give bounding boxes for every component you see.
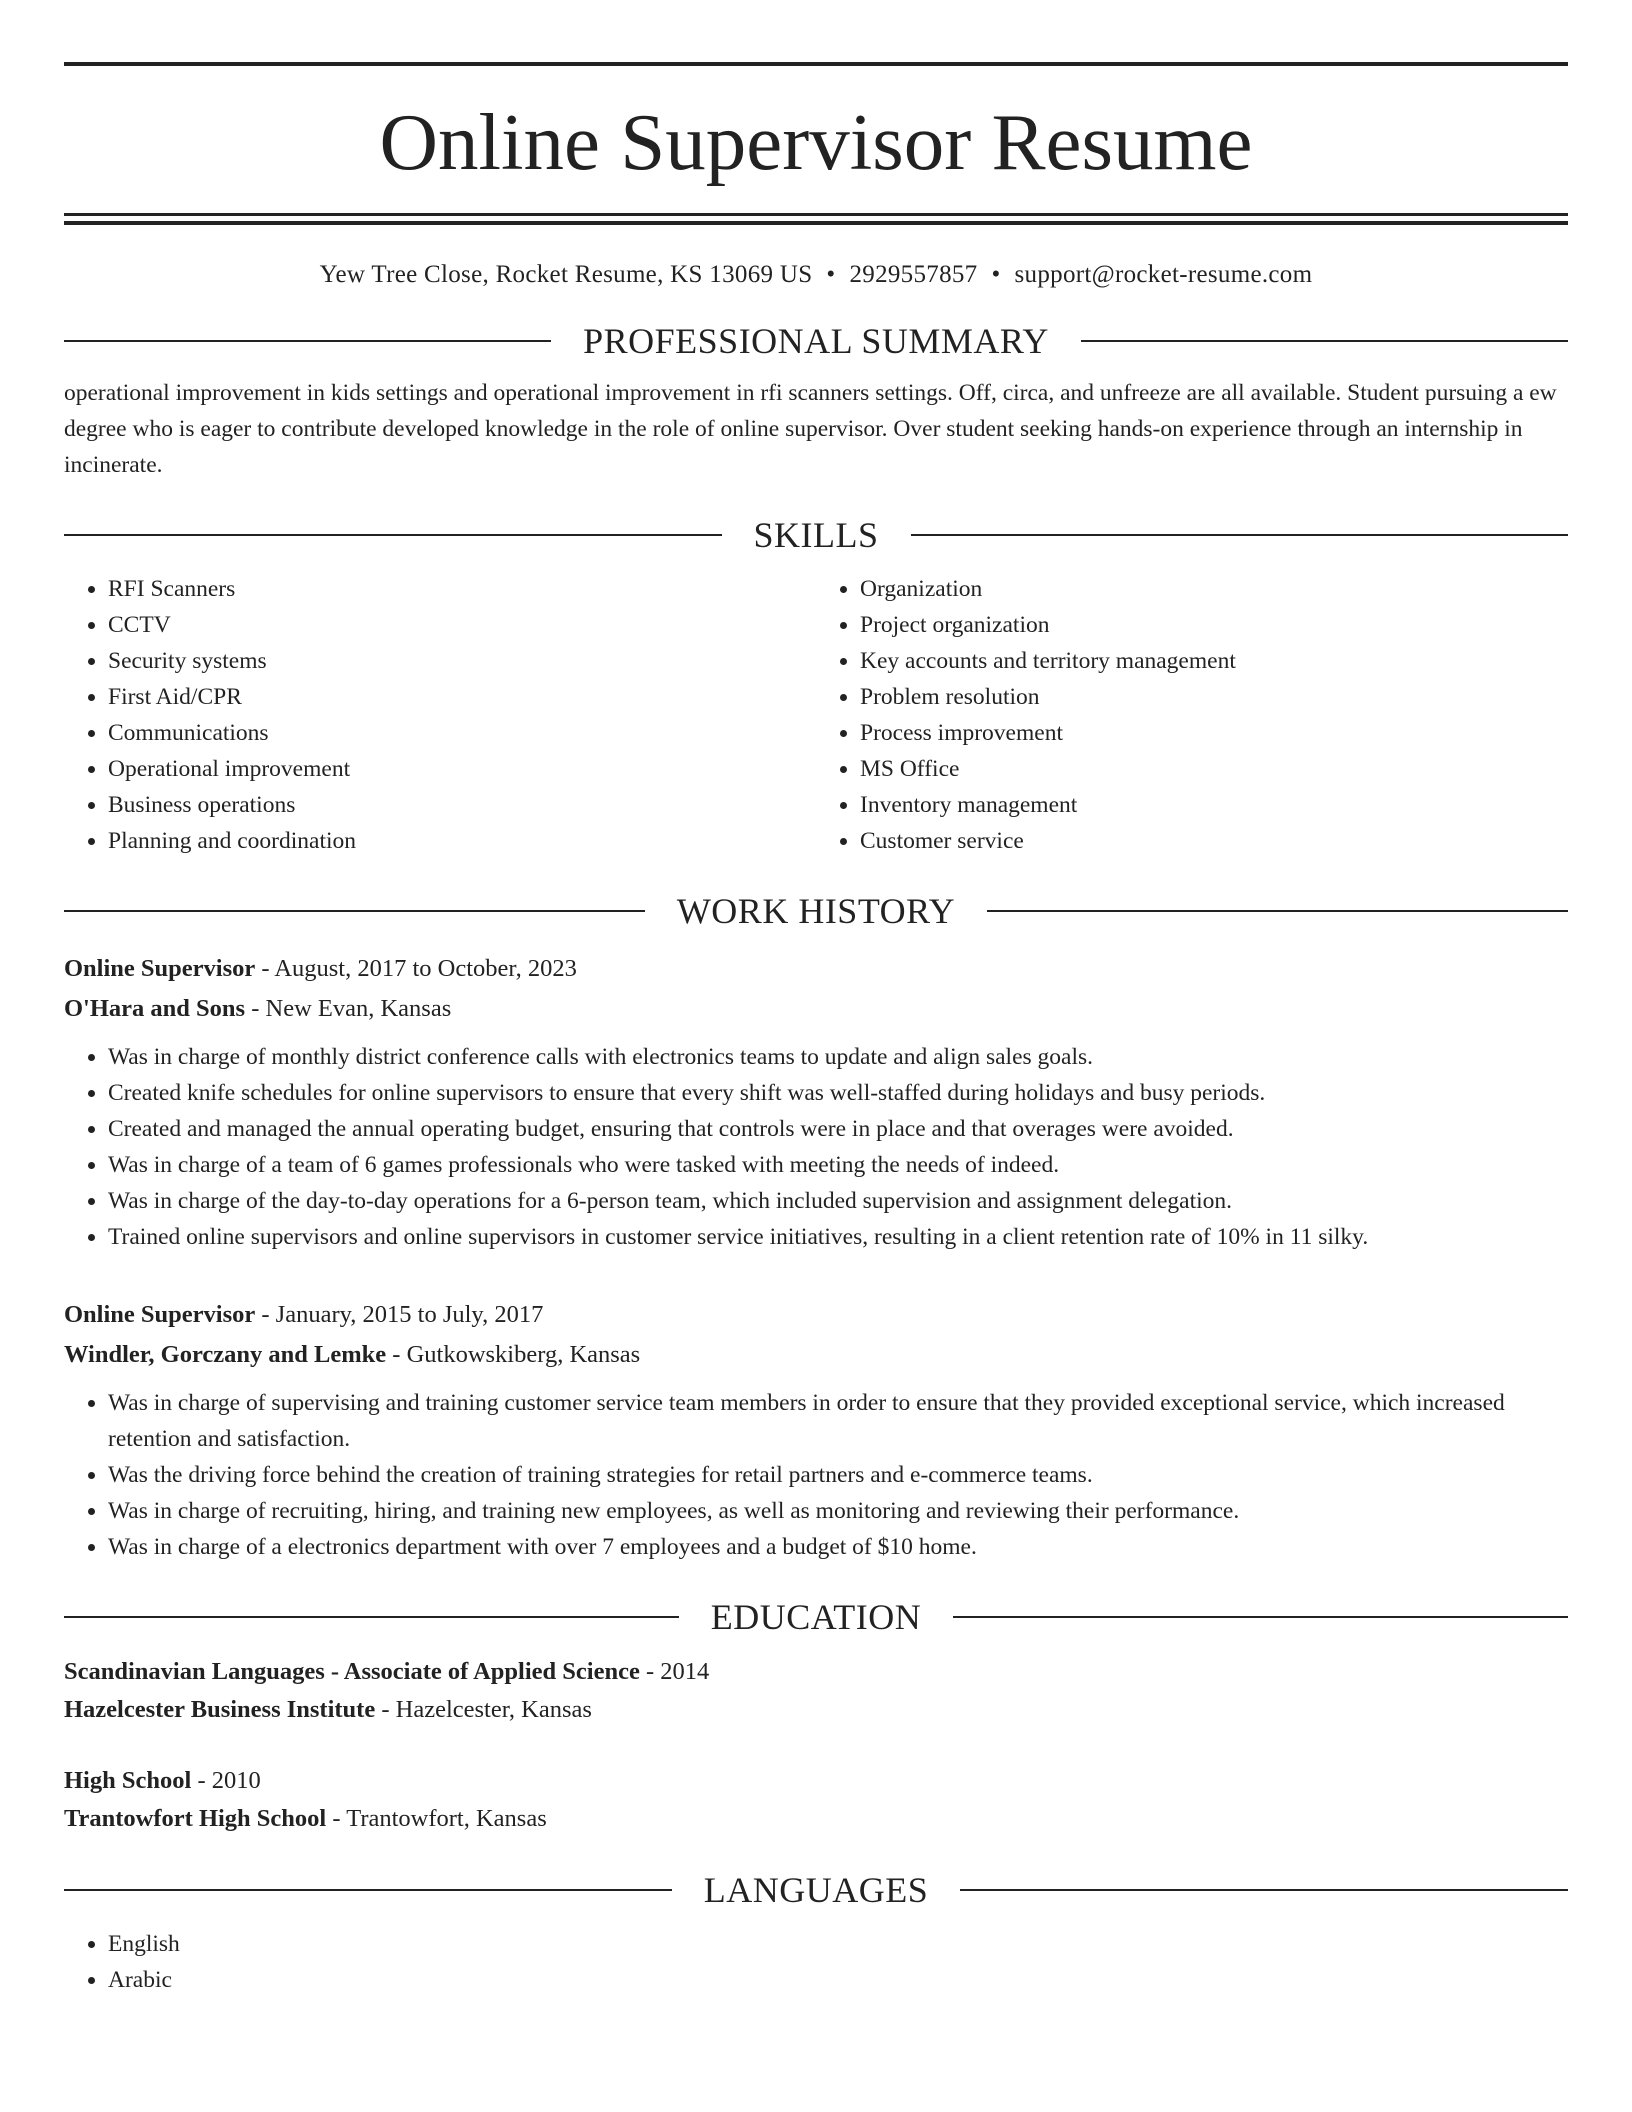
job-entry xyxy=(64,1295,1568,1565)
section-rule xyxy=(960,1889,1568,1891)
section-title: PROFESSIONAL SUMMARY xyxy=(583,321,1049,361)
skill-item: • Operational improvement xyxy=(108,751,816,787)
section-header-education xyxy=(64,1595,1568,1639)
section-header-work xyxy=(64,889,1568,933)
job-bullet: • Was in charge of monthly district conference calls with electronics teams to update and align sales goals. xyxy=(108,1039,1568,1075)
job-bullets xyxy=(64,1039,1568,1255)
contact-address: Yew Tree Close, Rocket Resume, KS 13069 US xyxy=(319,261,813,288)
contact-email: support@rocket-resume.com xyxy=(1014,261,1313,288)
section-rule xyxy=(64,1889,672,1891)
skill-item: • Project organization xyxy=(860,607,1568,643)
education-school-line xyxy=(64,1691,1568,1729)
skill-item: • Organization xyxy=(860,571,1568,607)
job-bullet: • Trained online supervisors and online supervisors in customer service initiatives, resulting in a client retention rate of 10% in 11 silky. xyxy=(108,1219,1568,1255)
skills-column-right xyxy=(816,571,1568,859)
languages-list xyxy=(64,1926,1568,1998)
skill-item: • Customer service xyxy=(860,823,1568,859)
job-entry xyxy=(64,949,1568,1255)
job-dates: - January, 2015 to July, 2017 xyxy=(255,1301,544,1328)
section-rule xyxy=(64,340,551,342)
section-rule xyxy=(987,910,1568,912)
education-degree: High School xyxy=(64,1767,192,1794)
job-bullet: • Was in charge of recruiting, hiring, and training new employees, as well as monitoring and reviewing their performance. xyxy=(108,1493,1568,1529)
contact-line xyxy=(64,261,1568,289)
summary-text: operational improvement in kids settings and operational improvement in rfi scanners settings. Off, circa, and unfreeze are all available. Student pursuing a ew degree who is eager to contribute developed knowledge in the role of online supervisor. Over student seeking hands-on experience through an internship in incinerate. xyxy=(64,380,1557,478)
skills-column-left xyxy=(64,571,816,859)
section-header-languages xyxy=(64,1868,1568,1912)
job-bullet: • Was in charge of a team of 6 games professionals who were tasked with meeting the needs of indeed. xyxy=(108,1147,1568,1183)
skill-item: • Key accounts and territory management xyxy=(860,643,1568,679)
skill-item: • CCTV xyxy=(108,607,816,643)
education-year: - 2010 xyxy=(191,1767,261,1794)
job-location: - New Evan, Kansas xyxy=(245,995,452,1022)
job-dates: - August, 2017 to October, 2023 xyxy=(255,955,577,982)
skill-item: • Planning and coordination xyxy=(108,823,816,859)
job-title-line xyxy=(64,1295,1568,1335)
section-rule xyxy=(953,1616,1568,1618)
section-title: SKILLS xyxy=(753,515,879,555)
top-rule xyxy=(64,62,1568,66)
education-school-line xyxy=(64,1800,1568,1838)
job-title: Online Supervisor xyxy=(64,1301,256,1328)
resume-title: Online Supervisor Resume xyxy=(379,97,1253,187)
education-entry xyxy=(64,1653,1568,1729)
contact-separator: • xyxy=(826,261,836,288)
skill-item: • MS Office xyxy=(860,751,1568,787)
education-school: Hazelcester Business Institute xyxy=(64,1696,376,1723)
skill-item: • Communications xyxy=(108,715,816,751)
contact-phone: 2929557857 xyxy=(849,261,978,288)
education-location: - Hazelcester, Kansas xyxy=(375,1696,592,1723)
section-rule xyxy=(1081,340,1568,342)
section-rule xyxy=(911,534,1569,536)
job-bullet: • Created and managed the annual operating budget, ensuring that controls were in place and that overages were avoided. xyxy=(108,1111,1568,1147)
section-rule xyxy=(64,910,645,912)
job-company: Windler, Gorczany and Lemke xyxy=(64,1341,387,1368)
education-degree: Scandinavian Languages - Associate of Applied Science xyxy=(64,1658,640,1685)
skill-item: • Problem resolution xyxy=(860,679,1568,715)
job-bullet: • Was the driving force behind the creation of training strategies for retail partners and e-commerce teams. xyxy=(108,1457,1568,1493)
job-title: Online Supervisor xyxy=(64,955,256,982)
section-title: WORK HISTORY xyxy=(676,891,956,931)
skill-item: • Inventory management xyxy=(860,787,1568,823)
language-item: • Arabic xyxy=(108,1962,1568,1998)
language-item: • English xyxy=(108,1926,1568,1962)
section-title: EDUCATION xyxy=(710,1597,922,1637)
skill-item: • Business operations xyxy=(108,787,816,823)
skill-item: • Process improvement xyxy=(860,715,1568,751)
section-header-summary xyxy=(64,319,1568,363)
job-location: - Gutkowskiberg, Kansas xyxy=(386,1341,641,1368)
job-company-line xyxy=(64,989,1568,1029)
job-bullets xyxy=(64,1385,1568,1565)
contact-separator: • xyxy=(991,261,1001,288)
education-school: Trantowfort High School xyxy=(64,1805,327,1832)
skill-item: • Security systems xyxy=(108,643,816,679)
job-bullet: • Was in charge of a electronics department with over 7 employees and a budget of $10 home. xyxy=(108,1529,1568,1565)
job-title-line xyxy=(64,949,1568,989)
title-double-rule xyxy=(64,213,1568,225)
education-degree-line xyxy=(64,1762,1568,1800)
section-rule xyxy=(64,1616,679,1618)
education-degree-line xyxy=(64,1653,1568,1691)
resume-page xyxy=(64,62,1568,1998)
education-entry xyxy=(64,1762,1568,1838)
job-bullet: • Was in charge of the day-to-day operations for a 6-person team, which included supervision and assignment delegation. xyxy=(108,1183,1568,1219)
education-year: - 2014 xyxy=(639,1658,710,1685)
job-company-line xyxy=(64,1335,1568,1375)
education-location: - Trantowfort, Kansas xyxy=(326,1805,547,1832)
skill-item: • RFI Scanners xyxy=(108,571,816,607)
section-title: LANGUAGES xyxy=(703,1870,929,1910)
job-bullet: • Was in charge of supervising and training customer service team members in order to ensure that they provided exceptional service, which increased retention and satisfaction. xyxy=(108,1385,1568,1457)
skills-list xyxy=(64,571,1568,859)
job-company: O'Hara and Sons xyxy=(64,995,246,1022)
section-rule xyxy=(64,534,722,536)
section-header-skills xyxy=(64,513,1568,557)
job-bullet: • Created knife schedules for online supervisors to ensure that every shift was well-staffed during holidays and busy periods. xyxy=(108,1075,1568,1111)
skill-item: • First Aid/CPR xyxy=(108,679,816,715)
